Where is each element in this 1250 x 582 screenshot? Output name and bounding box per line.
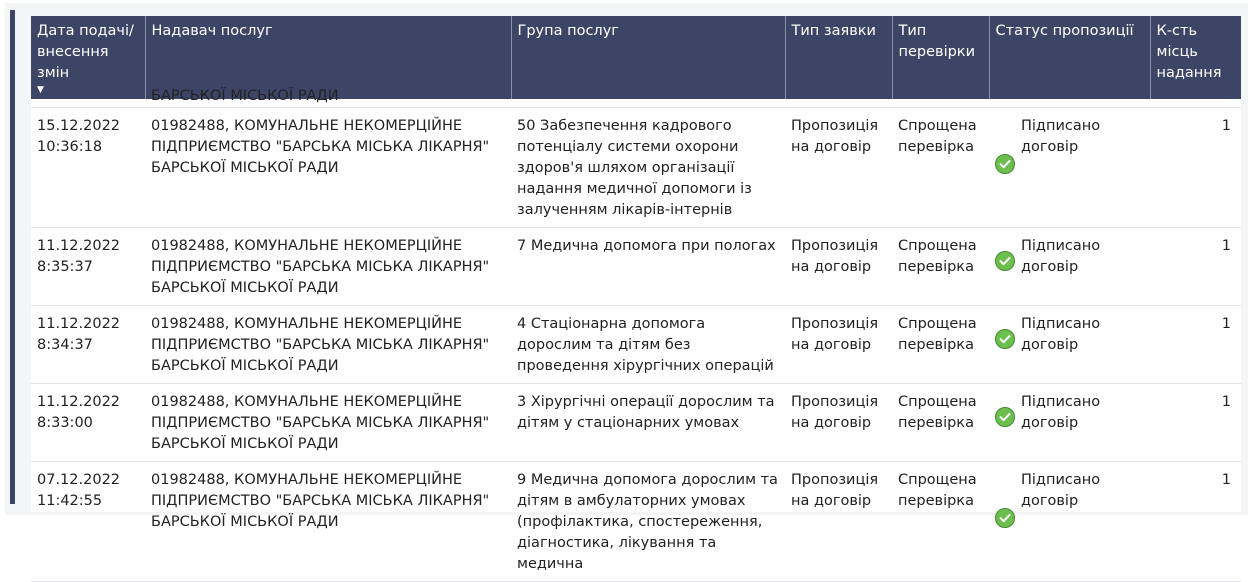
- cell-date: [31, 99, 145, 108]
- proposals-table-container[interactable]: [31, 16, 1241, 572]
- column-header-check-label: Тип перевірки: [898, 23, 975, 60]
- cell-group: [511, 108, 785, 228]
- check-type-text: Спрощена перевірка: [898, 472, 977, 509]
- provider-line: ПІДПРИЄМСТВО "БАРСЬКА МІСЬКА ЛІКАРНЯ": [151, 259, 490, 275]
- status-text: Підписано договір: [1021, 238, 1101, 275]
- cell-count: [1150, 108, 1241, 228]
- cell-count: [1150, 228, 1241, 306]
- column-header-date-label: Дата подачі/ внесення змін: [37, 23, 134, 81]
- status-text: Підписано договір: [1021, 472, 1101, 509]
- table-row-partial[interactable]: [31, 99, 1241, 108]
- cell-count: [1150, 306, 1241, 384]
- status-text: Підписано договір: [1021, 394, 1101, 431]
- date-text: 07.12.2022: [37, 472, 121, 488]
- check-circle-icon: [995, 407, 1015, 427]
- time-text: 8:33:00: [37, 415, 93, 431]
- cell-type: [785, 99, 892, 108]
- cell-check: [892, 99, 989, 108]
- sort-down-icon[interactable]: ▼: [37, 85, 44, 95]
- table-row[interactable]: [31, 228, 1241, 306]
- date-text: 15.12.2022: [37, 118, 121, 134]
- check-circle-icon: [995, 508, 1015, 528]
- count-text: 1: [1221, 238, 1231, 254]
- cell-provider: [145, 228, 511, 306]
- check-type-text: Спрощена перевірка: [898, 316, 977, 353]
- time-text: 8:34:37: [37, 337, 93, 353]
- cell-status: [989, 99, 1150, 108]
- column-header-provider-label: Надавач послуг: [151, 23, 273, 39]
- cell-group: [511, 384, 785, 462]
- provider-line: ПІДПРИЄМСТВО "БАРСЬКА МІСЬКА ЛІКАРНЯ": [151, 139, 490, 155]
- provider-line: БАРСЬКОЇ МІСЬКОЇ РАДИ: [151, 436, 339, 452]
- cell-date: [31, 228, 145, 306]
- column-header-type-label: Тип заявки: [791, 23, 876, 39]
- type-text: Пропозиція на договір: [791, 472, 879, 509]
- time-text: 8:35:37: [37, 259, 93, 275]
- check-circle-icon: [995, 329, 1015, 349]
- cell-check: [892, 306, 989, 384]
- cell-check: [892, 228, 989, 306]
- table-row[interactable]: [31, 462, 1241, 582]
- provider-line: БАРСЬКОЇ МІСЬКОЇ РАДИ: [151, 514, 339, 530]
- check-circle-icon: [995, 251, 1015, 271]
- provider-line: 01982488, КОМУНАЛЬНЕ НЕКОМЕРЦІЙНЕ: [151, 316, 463, 332]
- group-text: 50 Забезпечення кадрового потенціалу системи охорони здоров'я шляхом організації надання медичної допомоги із залученням лікарів-інтернів: [517, 118, 752, 218]
- type-text: Пропозиція на договір: [791, 118, 879, 155]
- cell-group: [511, 306, 785, 384]
- partial-provider-text: БАРСЬКОЇ МІСЬКОЇ РАДИ: [151, 88, 339, 104]
- cell-provider: [145, 384, 511, 462]
- cell-type: [785, 306, 892, 384]
- cell-count: [1150, 99, 1241, 108]
- cell-check: [892, 462, 989, 582]
- cell-group: [511, 228, 785, 306]
- column-header-status[interactable]: [989, 16, 1150, 99]
- cell-type: [785, 108, 892, 228]
- cell-date: [31, 108, 145, 228]
- count-text: 1: [1221, 316, 1231, 332]
- cell-provider: [145, 306, 511, 384]
- check-type-text: Спрощена перевірка: [898, 238, 977, 275]
- cell-count: [1150, 384, 1241, 462]
- cell-status: [989, 228, 1150, 306]
- group-text: 3 Хірургічні операції дорослим та дітям у стаціонарних умовах: [517, 394, 775, 431]
- provider-line: 01982488, КОМУНАЛЬНЕ НЕКОМЕРЦІЙНЕ: [151, 118, 463, 134]
- column-header-count-label: К-сть місць надання: [1156, 23, 1222, 81]
- type-text: Пропозиція на договір: [791, 394, 879, 431]
- column-header-date[interactable]: [31, 16, 145, 99]
- table-row[interactable]: [31, 384, 1241, 462]
- provider-line: 01982488, КОМУНАЛЬНЕ НЕКОМЕРЦІЙНЕ: [151, 238, 463, 254]
- cell-provider: [145, 108, 511, 228]
- group-text: 7 Медична допомога при пологах: [517, 238, 776, 254]
- cell-status: [989, 462, 1150, 582]
- cell-status: [989, 384, 1150, 462]
- type-text: Пропозиція на договір: [791, 316, 879, 353]
- cell-check: [892, 108, 989, 228]
- provider-line: БАРСЬКОЇ МІСЬКОЇ РАДИ: [151, 280, 339, 296]
- cell-check: [892, 384, 989, 462]
- column-header-group[interactable]: [511, 16, 785, 99]
- date-text: 11.12.2022: [37, 316, 121, 332]
- type-text: Пропозиція на договір: [791, 238, 879, 275]
- scroll-indicator-bar: [10, 10, 15, 504]
- group-text: 9 Медична допомога дорослим та дітям в амбулаторних умовах (профілактика, спостереження, діагностика, лікування та медична: [517, 472, 778, 572]
- check-type-text: Спрощена перевірка: [898, 118, 977, 155]
- column-header-type[interactable]: [785, 16, 892, 99]
- cell-group: [511, 462, 785, 582]
- count-text: 1: [1221, 472, 1231, 488]
- provider-line: 01982488, КОМУНАЛЬНЕ НЕКОМЕРЦІЙНЕ: [151, 394, 463, 410]
- provider-line: БАРСЬКОЇ МІСЬКОЇ РАДИ: [151, 160, 339, 176]
- table-body: [31, 88, 1241, 582]
- cell-provider: [145, 88, 511, 108]
- cell-type: [785, 462, 892, 582]
- check-circle-icon: [995, 154, 1015, 174]
- column-header-status-label: Статус пропозиції: [995, 23, 1134, 39]
- count-text: 1: [1221, 394, 1231, 410]
- provider-line: 01982488, КОМУНАЛЬНЕ НЕКОМЕРЦІЙНЕ: [151, 472, 463, 488]
- cell-type: [785, 384, 892, 462]
- provider-line: ПІДПРИЄМСТВО "БАРСЬКА МІСЬКА ЛІКАРНЯ": [151, 337, 490, 353]
- cell-status: [989, 306, 1150, 384]
- cell-provider: [145, 462, 511, 582]
- time-text: 10:36:18: [37, 139, 103, 155]
- provider-line: ПІДПРИЄМСТВО "БАРСЬКА МІСЬКА ЛІКАРНЯ": [151, 493, 490, 509]
- status-text: Підписано договір: [1021, 316, 1101, 353]
- column-header-count[interactable]: [1150, 16, 1241, 99]
- table-row[interactable]: [31, 108, 1241, 228]
- status-text: Підписано договір: [1021, 118, 1101, 155]
- cell-type: [785, 228, 892, 306]
- time-text: 11:42:55: [37, 493, 103, 509]
- count-text: 1: [1221, 118, 1231, 134]
- cell-date: [31, 384, 145, 462]
- check-type-text: Спрощена перевірка: [898, 394, 977, 431]
- cell-status: [989, 108, 1150, 228]
- date-text: 11.12.2022: [37, 238, 121, 254]
- column-header-group-label: Група послуг: [517, 23, 619, 39]
- group-text: 4 Стаціонарна допомога дорослим та дітям без проведення хірургічних операцій: [517, 316, 774, 374]
- proposals-table: [31, 16, 1241, 582]
- date-text: 11.12.2022: [37, 394, 121, 410]
- column-header-check[interactable]: [892, 16, 989, 99]
- provider-line: БАРСЬКОЇ МІСЬКОЇ РАДИ: [151, 358, 339, 374]
- cell-group: [511, 99, 785, 108]
- cell-count: [1150, 462, 1241, 582]
- table-row[interactable]: [31, 306, 1241, 384]
- cell-date: [31, 306, 145, 384]
- provider-line: ПІДПРИЄМСТВО "БАРСЬКА МІСЬКА ЛІКАРНЯ": [151, 415, 490, 431]
- cell-date: [31, 462, 145, 582]
